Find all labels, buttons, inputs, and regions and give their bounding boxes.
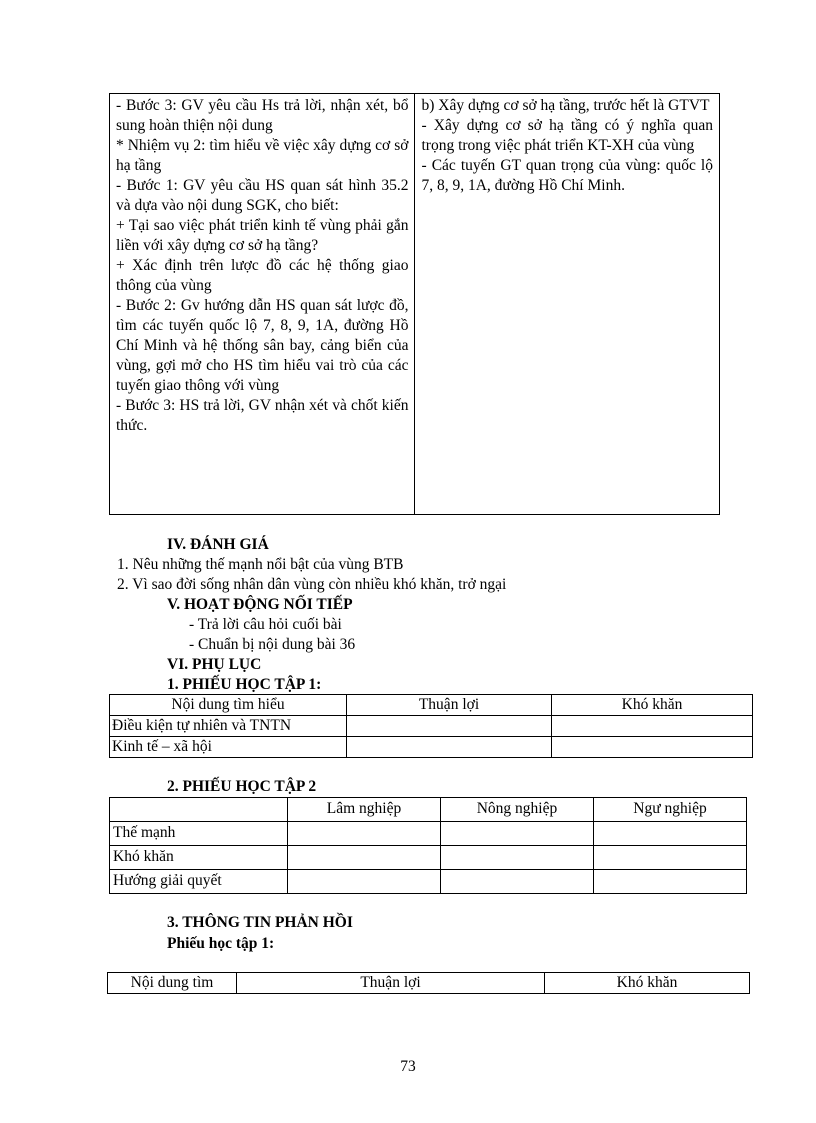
activity-table [109, 93, 720, 515]
column-header: Lâm nghiệp [288, 798, 441, 822]
followup-item-2: - Chuẩn bị nội dung bài 36 [189, 636, 356, 653]
column-header: Ngư nghiệp [594, 798, 747, 822]
evaluation-question-2: 2. Vì sao đời sống nhân dân vùng còn nhiều khó khăn, trở ngại [117, 576, 507, 593]
row-label: Thế mạnh [110, 822, 288, 846]
column-header [110, 798, 288, 822]
table-cell [441, 822, 594, 846]
column-header: Khó khăn [552, 695, 753, 716]
table-row [110, 737, 753, 758]
page-number: 73 [400, 1058, 416, 1075]
table-cell [288, 870, 441, 894]
column-header: Nông nghiệp [441, 798, 594, 822]
content-cell [415, 94, 720, 515]
section-vi-heading: VI. PHỤ LỤC [167, 656, 262, 673]
section-v-heading: V. HOẠT ĐỘNG NỐI TIẾP [167, 596, 353, 613]
table-cell [594, 870, 747, 894]
table-cell [288, 846, 441, 870]
table-row [110, 846, 747, 870]
left-paragraph: + Tại sao việc phát triển kinh tế vùng phải gắn liền với xây dựng cơ sở hạ tầng? [116, 217, 409, 254]
feedback-table [107, 972, 750, 994]
column-header: Thuận lợi [237, 973, 545, 994]
sheet1-heading: 1. PHIẾU HỌC TẬP 1: [167, 676, 322, 693]
section-iv-heading: IV. ĐÁNH GIÁ [167, 536, 269, 553]
feedback-heading: 3. THÔNG TIN PHẢN HỒI [167, 914, 353, 931]
column-header: Nội dung tìm hiểu [110, 695, 347, 716]
feedback-subheading: Phiếu học tập 1: [167, 935, 275, 952]
table-cell [347, 737, 552, 758]
table-row [110, 870, 747, 894]
row-label: Hướng giải quyết [110, 870, 288, 894]
teacher-activity-cell [110, 94, 415, 515]
sheet2-table [109, 797, 747, 894]
table-cell [552, 716, 753, 737]
table-cell [441, 870, 594, 894]
table-cell [594, 822, 747, 846]
column-header: Nội dung tìm [108, 973, 237, 994]
left-paragraph: - Bước 3: HS trả lời, GV nhận xét và chốt kiến thức. [116, 397, 409, 434]
table-header-row [108, 973, 750, 994]
row-label: Điều kiện tự nhiên và TNTN [110, 716, 347, 737]
table-cell [288, 822, 441, 846]
sheet1-table [109, 694, 753, 758]
right-paragraph: - Các tuyến GT quan trọng của vùng: quốc lộ 7, 8, 9, 1A, đường Hồ Chí Minh. [421, 157, 713, 194]
left-paragraph: - Bước 1: GV yêu cầu HS quan sát hình 35.2 và dựa vào nội dung SGK, cho biết: [116, 177, 409, 214]
right-paragraph: - Xây dựng cơ sở hạ tầng có ý nghĩa quan trọng trong việc phát triển KT-XH của vùng [421, 117, 713, 154]
column-header: Khó khăn [545, 973, 750, 994]
right-paragraph: b) Xây dựng cơ sở hạ tầng, trước hết là GTVT [421, 97, 710, 114]
left-paragraph: - Bước 2: Gv hướng dẫn HS quan sát lược đồ, tìm các tuyến quốc lộ 7, 8, 9, 1A, đường Hồ Chí Minh và hệ thống sân bay, cảng biển của vùng, gợi mở cho HS tìm hiểu vai trò của các tuyến giao thông với vùng [116, 297, 409, 394]
table-row [110, 822, 747, 846]
table-row [110, 94, 720, 515]
row-label: Khó khăn [110, 846, 288, 870]
row-label: Kinh tế – xã hội [110, 737, 347, 758]
evaluation-question-1: 1. Nêu những thế mạnh nổi bật của vùng BTB [117, 556, 404, 573]
table-header-row [110, 798, 747, 822]
table-cell [594, 846, 747, 870]
followup-item-1: - Trả lời câu hỏi cuối bài [189, 616, 342, 633]
left-paragraph: + Xác định trên lược đồ các hệ thống giao thông của vùng [116, 257, 409, 294]
left-paragraph: - Bước 3: GV yêu cầu Hs trả lời, nhận xét, bổ sung hoàn thiện nội dung [116, 97, 409, 134]
table-cell [347, 716, 552, 737]
table-row [110, 716, 753, 737]
table-cell [441, 846, 594, 870]
left-paragraph: * Nhiệm vụ 2: tìm hiểu về việc xây dựng cơ sở hạ tầng [116, 137, 409, 174]
table-header-row [110, 695, 753, 716]
column-header: Thuận lợi [347, 695, 552, 716]
sheet2-heading: 2. PHIẾU HỌC TẬP 2 [167, 778, 317, 795]
table-cell [552, 737, 753, 758]
